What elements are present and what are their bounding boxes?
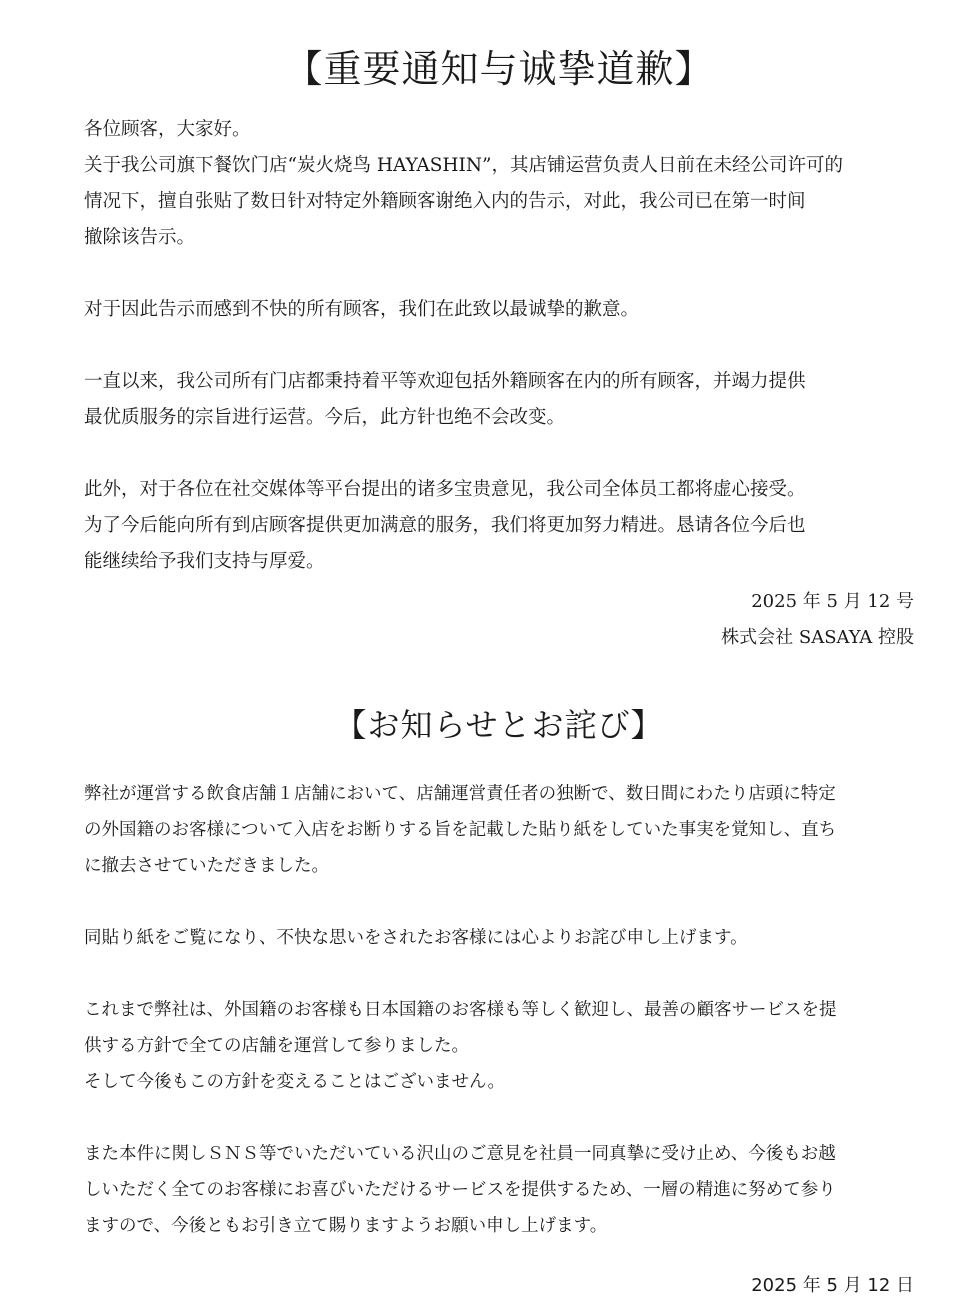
zh-p4-line: 能继续给予我们支持与厚爱。	[84, 551, 325, 572]
chinese-notice-title: 【重要通知与诚挚道歉】	[284, 47, 714, 91]
zh-paragraph-4	[84, 472, 914, 580]
ja-p1-line: の外国籍のお客様について入店をお断りする旨を記載した貼り紙をしていた事実を覚知し、直ち	[84, 820, 837, 840]
zh-p3-line: 最优质服务的宗旨进行运营。今后，此方针也绝不会改变。	[84, 407, 566, 428]
chinese-notice	[84, 34, 914, 656]
ja-paragraph-2	[84, 920, 914, 956]
zh-paragraph-3	[84, 364, 914, 436]
japanese-notice-title: 【お知らせとお詫び】	[334, 706, 664, 744]
zh-p1-line: 情况下，擅自张贴了数日针对特定外籍顾客谢绝入内的告示，对此，我公司已在第一时间	[84, 191, 806, 212]
zh-p4-line: 此外，对于各位在社交媒体等平台提出的诸多宝贵意见，我公司全体员工都将虚心接受。	[84, 479, 806, 500]
ja-p1-line: に撤去させていただきました。	[84, 856, 329, 876]
ja-paragraph-1	[84, 776, 914, 884]
zh-p3-line: 一直以来，我公司所有门店都秉持着平等欢迎包括外籍顾客在内的所有顾客，并竭力提供	[84, 371, 806, 392]
ja-p4-line: また本件に関しＳＮＳ等でいただいている沢山のご意見を社員一同真摯に受け止め、今後もお越	[84, 1144, 836, 1164]
zh-p1-line: 关于我公司旗下餐饮门店“炭火烧鸟 HAYASHIN”，其店铺运营负责人日前在未经公司许可的	[84, 155, 843, 176]
zh-greeting: 各位顾客，大家好。	[84, 119, 251, 140]
ja-p1-line: 弊社が運営する飲食店舗１店舗において、店舗運営責任者の独断で、数日間にわたり店頭に特定	[84, 784, 836, 804]
ja-paragraph-4	[84, 1136, 914, 1244]
ja-p3-line: そして今後もこの方針を変えることはございません。	[84, 1072, 506, 1092]
zh-p4-line: 为了今后能向所有到店顾客提供更加满意的服务，我们将更加努力精进。恳请各位今后也	[84, 515, 806, 536]
ja-p3-line: これまで弊社は、外国籍のお客様も日本国籍のお客様も等しく歓迎し、最善の顧客サービスを提	[84, 1000, 837, 1020]
zh-signature-date: 2025 年 5 月 12 号	[751, 591, 914, 612]
ja-p4-line: しいただく全てのお客様にお喜びいただけるサービスを提供するため、一層の精進に努めて参り	[84, 1180, 836, 1200]
ja-p2-line: 同貼り紙をご覧になり、不快な思いをされたお客様には心よりお詫び申し上げます。	[84, 928, 748, 948]
ja-p3-line: 供する方針で全ての店舗を運営して参りました。	[84, 1036, 469, 1056]
japanese-notice	[84, 700, 914, 1304]
zh-signature-company: 株式会社 SASAYA 控股	[721, 627, 914, 648]
zh-paragraph-1	[84, 148, 914, 256]
ja-p4-line: ますので、今後ともお引き立て賜りますようお願い申し上げます。	[84, 1216, 608, 1236]
ja-signature-date: 2025 年 5 月 12 日	[751, 1275, 914, 1296]
zh-p2-line: 对于因此告示而感到不快的所有顾客，我们在此致以最诚挚的歉意。	[84, 299, 640, 320]
ja-paragraph-3	[84, 992, 914, 1100]
zh-p1-line: 撤除该告示。	[84, 227, 196, 248]
zh-paragraph-2	[84, 292, 914, 328]
